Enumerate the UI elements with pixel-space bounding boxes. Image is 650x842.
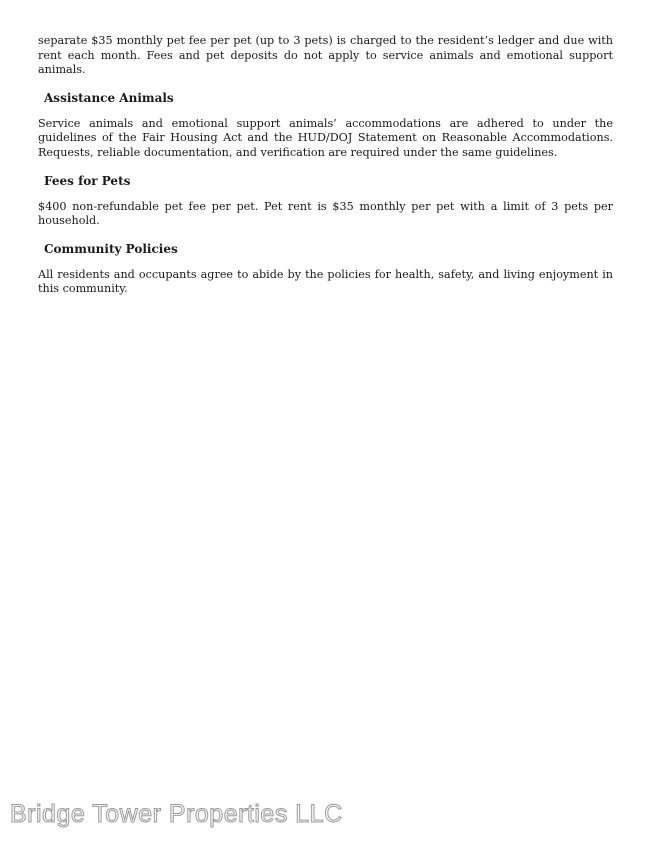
section-fees-for-pets (38, 174, 613, 229)
section-body: $400 non-refundable pet fee per pet. Pet rent is $35 monthly per pet with a limit of 3 pets per household. (38, 199, 613, 228)
section-heading: Assistance Animals (44, 90, 174, 105)
section-assistance-animals (38, 91, 613, 161)
watermark: Bridge Tower Properties LLC (10, 800, 343, 828)
section-heading: Fees for Pets (44, 173, 131, 188)
section-community-policies (38, 242, 613, 297)
section-body: All residents and occupants agree to abide by the policies for health, safety, and living enjoyment in this community. (38, 267, 613, 296)
intro-paragraph: separate $35 monthly pet fee per pet (up to 3 pets) is charged to the resident’s ledger and due with rent each month. Fees and pet deposits do not apply to service animals and emotional support animals. (38, 34, 613, 77)
section-heading: Community Policies (44, 241, 178, 256)
section-body: Service animals and emotional support animals’ accommodations are adhered to under the guidelines of the Fair Housing Act and the HUD/DOJ Statement on Reasonable Accommodations. Requests, reliable documentation, and verification are required under the same guidelines. (38, 116, 613, 159)
document-page (38, 34, 613, 297)
